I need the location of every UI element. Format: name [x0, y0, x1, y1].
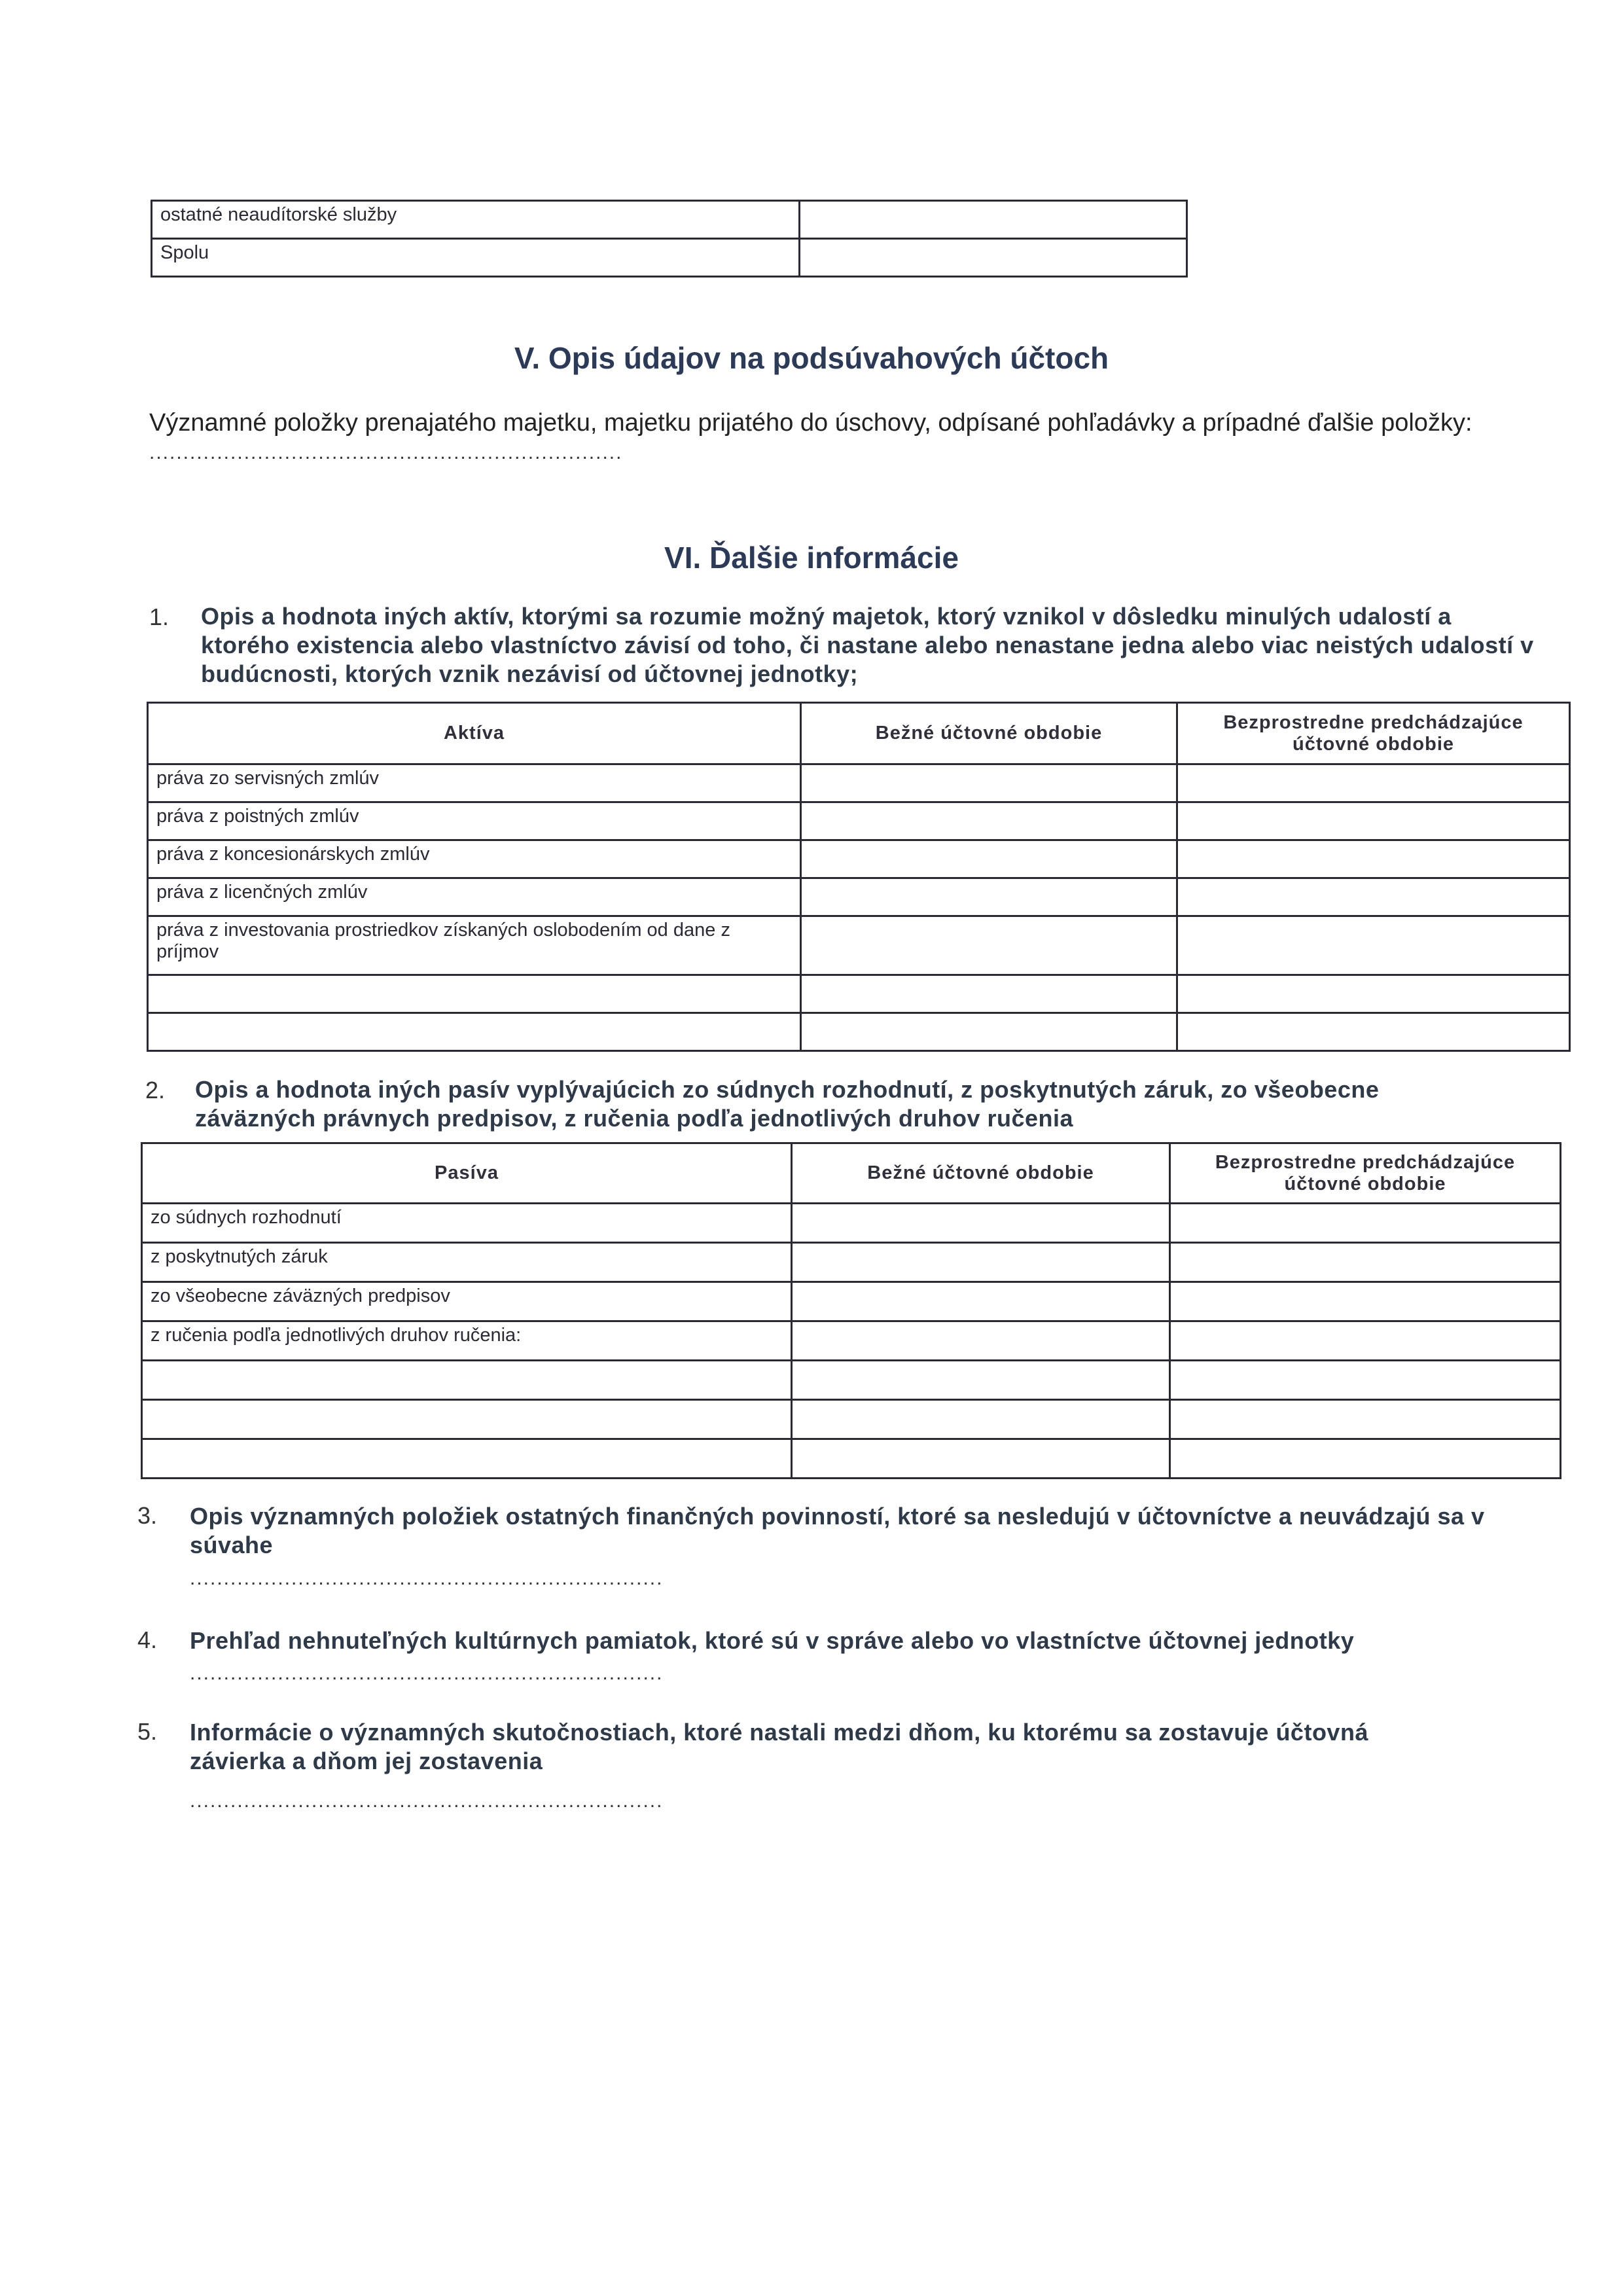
fill-line: ......................................................................	[149, 442, 623, 463]
value-cell[interactable]	[1170, 1282, 1561, 1321]
table-row	[142, 1361, 1561, 1400]
assets-table	[147, 702, 1571, 1052]
row-label: práva z poistných zmlúv	[148, 802, 801, 840]
header-liabilities: Pasíva	[142, 1143, 792, 1204]
empty-cell[interactable]	[142, 1439, 792, 1479]
value-cell[interactable]	[1177, 802, 1570, 840]
table-header-row	[142, 1143, 1561, 1204]
value-cell[interactable]	[1177, 764, 1570, 802]
row-label: práva zo servisných zmlúv	[148, 764, 801, 802]
item3-text: Opis významných položiek ostatných finančných povinností, ktoré sa nesledujú v účtovníctve a neuvádzajú sa v súvahe	[190, 1503, 1485, 1558]
value-cell[interactable]	[792, 1321, 1170, 1361]
table-row	[148, 975, 1570, 1013]
section-v-title: V. Opis údajov na podsúvahových účtoch	[514, 341, 1109, 375]
row-label: Spolu	[152, 239, 800, 277]
table-row	[142, 1204, 1561, 1243]
header-previous-period: Bezprostredne predchádzajúce účtovné obdobie	[1177, 703, 1570, 764]
section-v-paragraph: Významné položky prenajatého majetku, majetku prijatého do úschovy, odpísané pohľadávky a prípadné ďalšie položky:	[149, 409, 1472, 437]
value-cell[interactable]	[801, 975, 1177, 1013]
value-cell[interactable]	[801, 802, 1177, 840]
value-cell[interactable]	[1170, 1204, 1561, 1243]
top-table	[151, 200, 1188, 278]
value-cell[interactable]	[792, 1282, 1170, 1321]
table-row	[142, 1243, 1561, 1282]
table-row	[142, 1321, 1561, 1361]
row-label: práva z licenčných zmlúv	[148, 878, 801, 916]
header-assets: Aktíva	[148, 703, 801, 764]
header-previous-period: Bezprostredne predchádzajúce účtovné obdobie	[1170, 1143, 1561, 1204]
value-cell[interactable]	[1177, 878, 1570, 916]
value-cell[interactable]	[801, 1013, 1177, 1051]
value-cell[interactable]	[1177, 916, 1570, 975]
table-header-row	[148, 703, 1570, 764]
item2-text: Opis a hodnota iných pasív vyplývajúcich zo súdnych rozhodnutí, z poskytnutých záruk, zo všeobecne záväzných právnych predpisov, z ručenia podľa jednotlivých druhov ručenia	[195, 1076, 1380, 1132]
fill-line: ......................................................................	[190, 1568, 664, 1589]
value-cell[interactable]	[1177, 840, 1570, 878]
value-cell[interactable]	[1170, 1400, 1561, 1439]
value-cell[interactable]	[792, 1243, 1170, 1282]
table-row	[152, 239, 1187, 277]
liabilities-table	[141, 1142, 1561, 1479]
table-row	[148, 916, 1570, 975]
empty-cell[interactable]	[142, 1361, 792, 1400]
value-cell[interactable]	[1170, 1439, 1561, 1479]
value-cell[interactable]	[800, 201, 1187, 239]
empty-cell[interactable]	[148, 975, 801, 1013]
table-row	[142, 1282, 1561, 1321]
value-cell[interactable]	[1170, 1361, 1561, 1400]
value-cell[interactable]	[801, 878, 1177, 916]
item5-text: Informácie o významných skutočnostiach, ktoré nastali medzi dňom, ku ktorému sa zostavuje účtovná závierka a dňom jej zostavenia	[190, 1719, 1368, 1774]
table-row	[148, 764, 1570, 802]
row-label: z ručenia podľa jednotlivých druhov ručenia:	[142, 1321, 792, 1361]
item-number: 1.	[149, 603, 169, 630]
empty-cell[interactable]	[148, 1013, 801, 1051]
fill-line: ......................................................................	[190, 1662, 664, 1684]
item4-text: Prehľad nehnuteľných kultúrnych pamiatok, ktoré sú v správe alebo vo vlastníctve účtovnej jednotky	[190, 1627, 1355, 1654]
table-row	[142, 1400, 1561, 1439]
value-cell[interactable]	[792, 1400, 1170, 1439]
header-current-period: Bežné účtovné obdobie	[792, 1143, 1170, 1204]
item-number: 2.	[145, 1077, 166, 1103]
value-cell[interactable]	[1170, 1243, 1561, 1282]
item-number: 4.	[137, 1626, 158, 1653]
row-label: práva z koncesionárskych zmlúv	[148, 840, 801, 878]
value-cell[interactable]	[801, 764, 1177, 802]
table-row	[152, 201, 1187, 239]
row-label: z poskytnutých záruk	[142, 1243, 792, 1282]
item-number: 5.	[137, 1718, 158, 1745]
table-row	[148, 802, 1570, 840]
row-label: práva z investovania prostriedkov získaných oslobodením od dane z príjmov	[148, 916, 801, 975]
row-label: zo všeobecne záväzných predpisov	[142, 1282, 792, 1321]
value-cell[interactable]	[801, 916, 1177, 975]
table-row	[142, 1439, 1561, 1479]
row-label: zo súdnych rozhodnutí	[142, 1204, 792, 1243]
table-row	[148, 878, 1570, 916]
value-cell[interactable]	[1177, 975, 1570, 1013]
fill-line: ......................................................................	[190, 1790, 664, 1812]
value-cell[interactable]	[792, 1439, 1170, 1479]
item-number: 3.	[137, 1502, 158, 1529]
value-cell[interactable]	[1177, 1013, 1570, 1051]
value-cell[interactable]	[801, 840, 1177, 878]
table-row	[148, 1013, 1570, 1051]
value-cell[interactable]	[800, 239, 1187, 277]
row-label: ostatné neaudítorské služby	[152, 201, 800, 239]
item1-text: Opis a hodnota iných aktív, ktorými sa rozumie možný majetok, ktorý vznikol v dôsledku minulých udalostí a ktorého existencia alebo vlastníctvo závisí od toho, či nastane alebo nenastane jedna alebo viac neistých udalostí v budúcnosti, ktorých vznik nezávisí od účtovnej jednotky;	[201, 603, 1534, 687]
section-vi-title: VI. Ďalšie informácie	[664, 541, 959, 575]
table-row	[148, 840, 1570, 878]
header-current-period: Bežné účtovné obdobie	[801, 703, 1177, 764]
value-cell[interactable]	[792, 1204, 1170, 1243]
value-cell[interactable]	[1170, 1321, 1561, 1361]
empty-cell[interactable]	[142, 1400, 792, 1439]
value-cell[interactable]	[792, 1361, 1170, 1400]
